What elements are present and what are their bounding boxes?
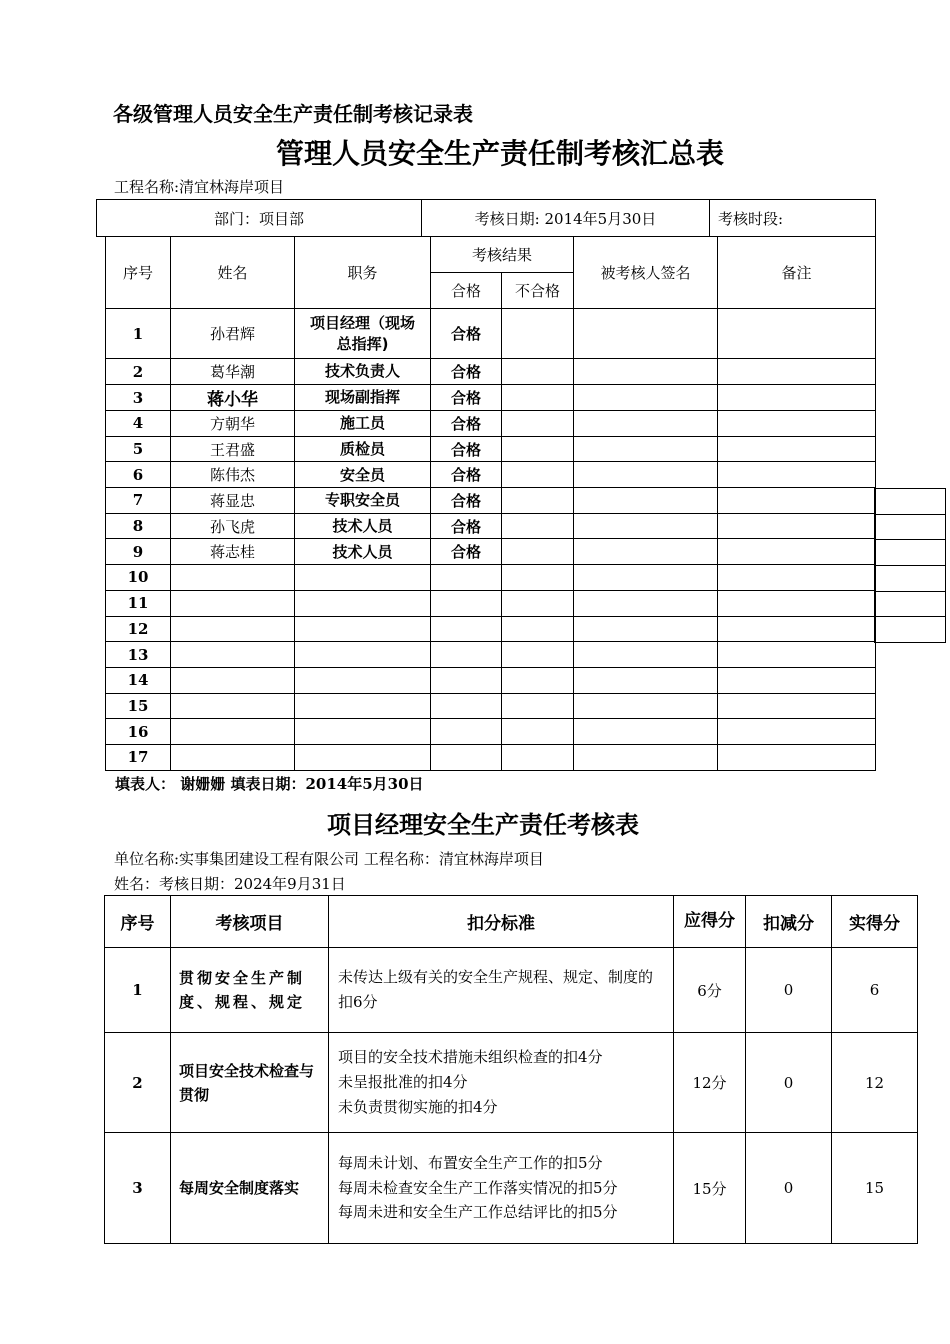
pm-row-due: 12分 [674, 1033, 746, 1133]
row-signature [574, 667, 718, 693]
row-signature [574, 719, 718, 745]
row-fail-result [502, 693, 574, 719]
pm-row-deduct: 0 [746, 1033, 832, 1133]
summary-title: 管理人员安全生产责任制考核汇总表 [275, 137, 724, 170]
row-name [171, 616, 295, 642]
pm-row-standard [329, 1033, 674, 1133]
table-row [106, 359, 876, 385]
document-title: 各级管理人员安全生产责任制考核记录表 [113, 102, 473, 126]
row-remark [718, 436, 876, 462]
header-seq: 序号 [106, 237, 171, 309]
pm-row-number: 3 [105, 1133, 171, 1244]
summary-table [105, 236, 876, 771]
filler-line: 填表人： 谢姗姗 填表日期：2014年5月30日 [115, 775, 424, 793]
row-pass-result [431, 693, 502, 719]
row-number: 16 [106, 719, 171, 745]
table-row [106, 565, 876, 591]
row-position: 专职安全员 [295, 488, 431, 514]
row-position [295, 719, 431, 745]
row-pass-result: 合格 [431, 385, 502, 411]
row-position: 技术人员 [295, 539, 431, 565]
row-name: 孙君辉 [171, 309, 295, 359]
pm-header-item: 考核项目 [171, 896, 329, 948]
row-remark [718, 642, 876, 668]
name-date-line: 姓名：考核日期：2024年9月31日 [114, 875, 346, 893]
row-fail-result [502, 719, 574, 745]
row-position [295, 744, 431, 770]
row-pass-result [431, 744, 502, 770]
pm-row-actual: 12 [832, 1033, 918, 1133]
row-remark [718, 590, 876, 616]
row-remark [718, 744, 876, 770]
overflow-cell [875, 489, 946, 515]
header-signature: 被考核人签名 [574, 237, 718, 309]
pm-header-standard: 扣分标准 [329, 896, 674, 948]
overflow-cell [875, 617, 946, 643]
overflow-cell [875, 591, 946, 617]
table-row [106, 539, 876, 565]
row-signature [574, 642, 718, 668]
row-name: 陈伟杰 [171, 462, 295, 488]
row-remark [718, 539, 876, 565]
summary-meta-bar [96, 199, 876, 237]
row-fail-result [502, 590, 574, 616]
row-pass-result: 合格 [431, 359, 502, 385]
row-name: 葛华潮 [171, 359, 295, 385]
table-row [106, 309, 876, 359]
pm-row-item: 项目安全技术检查与贯彻 [171, 1033, 329, 1133]
row-remark [718, 359, 876, 385]
row-position: 技术人员 [295, 513, 431, 539]
pm-row-actual: 6 [832, 948, 918, 1033]
row-pass-result: 合格 [431, 513, 502, 539]
table-row [106, 642, 876, 668]
row-remark [718, 513, 876, 539]
pm-header-deduct: 扣减分 [746, 896, 832, 948]
pm-row-item: 每周安全制度落实 [171, 1133, 329, 1244]
row-signature [574, 539, 718, 565]
row-remark [718, 693, 876, 719]
pm-row-number: 1 [105, 948, 171, 1033]
row-name: 蒋显忠 [171, 488, 295, 514]
row-position: 安全员 [295, 462, 431, 488]
row-signature [574, 693, 718, 719]
row-pass-result: 合格 [431, 436, 502, 462]
table-row [106, 744, 876, 770]
overflow-cell [875, 540, 946, 566]
row-pass-result [431, 719, 502, 745]
row-remark [718, 667, 876, 693]
row-fail-result [502, 744, 574, 770]
standard-line: 未负责贯彻实施的扣4分 [338, 1097, 498, 1116]
table-row [105, 1033, 918, 1133]
row-signature [574, 436, 718, 462]
row-fail-result [502, 513, 574, 539]
table-row [105, 1133, 918, 1244]
row-position [295, 667, 431, 693]
row-signature [574, 565, 718, 591]
pm-table-title: 项目经理安全生产责任考核表 [327, 811, 639, 839]
row-position: 现场副指挥 [295, 385, 431, 411]
row-name [171, 744, 295, 770]
row-number: 4 [106, 411, 171, 437]
row-pass-result: 合格 [431, 462, 502, 488]
row-signature [574, 385, 718, 411]
row-number: 6 [106, 462, 171, 488]
row-fail-result [502, 616, 574, 642]
row-pass-result [431, 565, 502, 591]
row-fail-result [502, 565, 574, 591]
row-fail-result [502, 411, 574, 437]
row-remark [718, 462, 876, 488]
row-pass-result [431, 642, 502, 668]
standard-line: 未传达上级有关的安全生产规程、规定、制度的扣6分 [338, 968, 654, 1011]
table-row [106, 462, 876, 488]
table-row [106, 616, 876, 642]
row-remark [718, 719, 876, 745]
row-pass-result [431, 667, 502, 693]
row-name [171, 693, 295, 719]
pm-assessment-table [104, 895, 918, 1244]
header-name: 姓名 [171, 237, 295, 309]
row-fail-result [502, 385, 574, 411]
pm-row-due: 6分 [674, 948, 746, 1033]
row-pass-result: 合格 [431, 309, 502, 359]
table-row [106, 488, 876, 514]
row-number: 11 [106, 590, 171, 616]
pm-row-standard [329, 948, 674, 1033]
row-number: 2 [106, 359, 171, 385]
row-remark [718, 385, 876, 411]
row-remark [718, 411, 876, 437]
pm-row-due: 15分 [674, 1133, 746, 1244]
table-row [106, 436, 876, 462]
row-number: 14 [106, 667, 171, 693]
pm-row-number: 2 [105, 1033, 171, 1133]
row-pass-result: 合格 [431, 539, 502, 565]
row-fail-result [502, 309, 574, 359]
row-name [171, 565, 295, 591]
table-row [106, 719, 876, 745]
assessment-period-cell: 考核时段: [710, 200, 876, 237]
row-name [171, 667, 295, 693]
row-signature [574, 744, 718, 770]
header-fail: 不合格 [502, 273, 574, 309]
row-fail-result [502, 462, 574, 488]
row-fail-result [502, 539, 574, 565]
row-signature [574, 616, 718, 642]
row-fail-result [502, 359, 574, 385]
row-name: 蒋小华 [171, 385, 295, 411]
header-remark: 备注 [718, 237, 876, 309]
standard-line: 每周未计划、布置安全生产工作的扣5分 [338, 1153, 603, 1172]
header-pass: 合格 [431, 273, 502, 309]
overflow-cell [875, 514, 946, 540]
row-position: 质检员 [295, 436, 431, 462]
standard-line: 项目的安全技术措施未组织检查的扣4分 [338, 1048, 603, 1067]
row-name: 王君盛 [171, 436, 295, 462]
standard-line: 每周未检查安全生产工作落实情况的扣5分 [338, 1178, 618, 1197]
pm-row-actual: 15 [832, 1133, 918, 1244]
row-remark [718, 616, 876, 642]
row-position [295, 565, 431, 591]
row-position: 施工员 [295, 411, 431, 437]
row-number: 3 [106, 385, 171, 411]
pm-header-due: 应得分 [674, 896, 746, 948]
row-remark [718, 309, 876, 359]
row-remark [718, 565, 876, 591]
row-remark [718, 488, 876, 514]
row-position [295, 642, 431, 668]
table-row [105, 948, 918, 1033]
pm-row-deduct: 0 [746, 948, 832, 1033]
row-position: 技术负责人 [295, 359, 431, 385]
row-position [295, 616, 431, 642]
standard-line: 未呈报批准的扣4分 [338, 1073, 468, 1092]
pm-row-standard [329, 1133, 674, 1244]
row-number: 15 [106, 693, 171, 719]
row-name: 方朝华 [171, 411, 295, 437]
row-signature [574, 590, 718, 616]
row-pass-result: 合格 [431, 411, 502, 437]
row-signature [574, 309, 718, 359]
row-fail-result [502, 642, 574, 668]
row-name [171, 590, 295, 616]
row-name: 孙飞虎 [171, 513, 295, 539]
assessment-date-cell: 考核日期: 2014年5月30日 [422, 200, 710, 237]
project-name-line: 工程名称:清宜林海岸项目 [114, 178, 285, 196]
row-pass-result [431, 616, 502, 642]
row-name: 蒋志桂 [171, 539, 295, 565]
row-signature [574, 488, 718, 514]
table-row [106, 590, 876, 616]
table-row [106, 693, 876, 719]
table-row [106, 513, 876, 539]
summary-overflow-cells [874, 488, 946, 643]
row-number: 13 [106, 642, 171, 668]
row-number: 1 [106, 309, 171, 359]
unit-line: 单位名称:实事集团建设工程有限公司 工程名称：清宜林海岸项目 [114, 850, 544, 868]
row-number: 10 [106, 565, 171, 591]
table-row [106, 411, 876, 437]
header-result: 考核结果 [431, 237, 574, 273]
row-number: 8 [106, 513, 171, 539]
row-fail-result [502, 436, 574, 462]
row-name [171, 719, 295, 745]
row-signature [574, 359, 718, 385]
row-number: 7 [106, 488, 171, 514]
header-position: 职务 [295, 237, 431, 309]
pm-header-seq: 序号 [105, 896, 171, 948]
pm-row-deduct: 0 [746, 1133, 832, 1244]
row-position: 项目经理（现场总指挥) [295, 309, 431, 359]
dept-cell: 部门：项目部 [97, 200, 422, 237]
row-name [171, 642, 295, 668]
row-fail-result [502, 488, 574, 514]
table-row [106, 385, 876, 411]
row-number: 5 [106, 436, 171, 462]
row-number: 12 [106, 616, 171, 642]
table-row [106, 667, 876, 693]
row-signature [574, 411, 718, 437]
row-pass-result: 合格 [431, 488, 502, 514]
pm-row-item: 贯彻安全生产制度、规程、规定 [171, 948, 329, 1033]
overflow-cell [875, 566, 946, 592]
row-pass-result [431, 590, 502, 616]
row-number: 17 [106, 744, 171, 770]
row-position [295, 693, 431, 719]
pm-header-actual: 实得分 [832, 896, 918, 948]
row-position [295, 590, 431, 616]
standard-line: 每周未进和安全生产工作总结评比的扣5分 [338, 1203, 618, 1222]
row-number: 9 [106, 539, 171, 565]
row-signature [574, 513, 718, 539]
row-fail-result [502, 667, 574, 693]
row-signature [574, 462, 718, 488]
